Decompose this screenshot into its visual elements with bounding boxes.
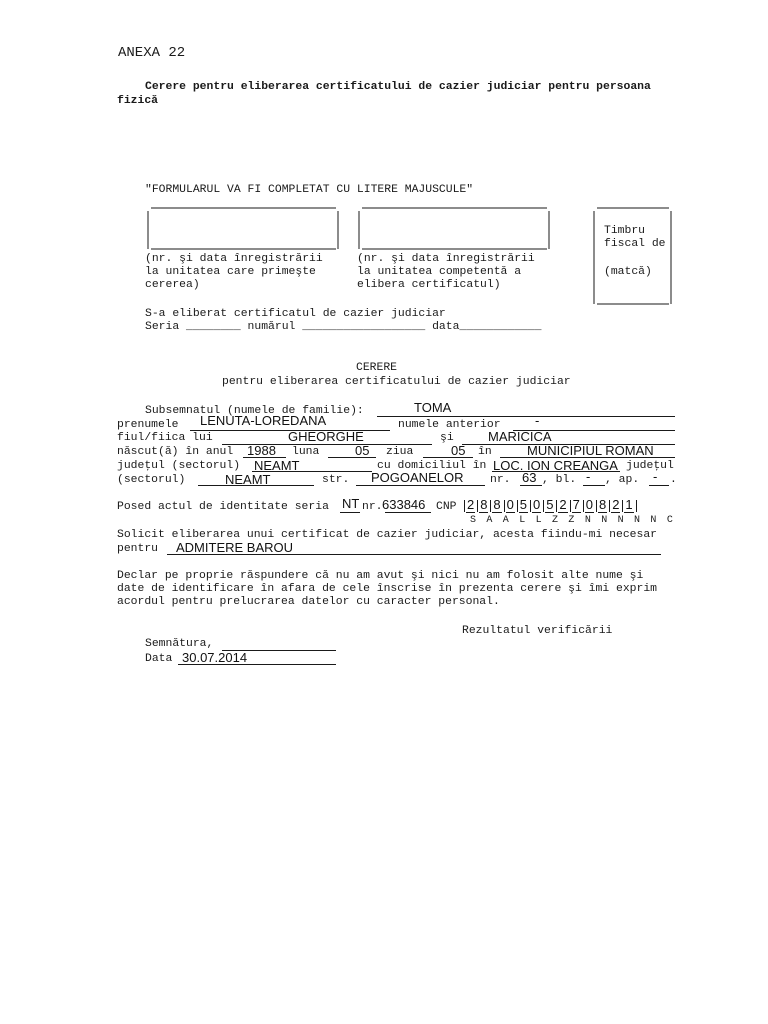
surname-label: Subsemnatul (numele de familie): [145,405,364,417]
cnp-box-divider [636,500,637,512]
request-line-1: Solicit eliberarea unui certificat de cazier judiciar, acesta fiindu-mi necesar [117,529,658,541]
cnp-digit[interactable]: 5 [546,497,554,512]
cnp-digit-underline [611,512,620,513]
street-underline [356,485,485,486]
cnp-digit[interactable]: 1 [625,497,633,512]
stamp-label-line-3: (matcă) [604,266,652,278]
and-label: şi [440,432,454,444]
cnp-box-divider [504,500,505,512]
cnp-box-divider [596,500,597,512]
street-number-label: nr. [490,474,511,486]
declaration-line-1: Declar pe proprie răspundere că nu am avut şi nici nu am folosit alte nume şi [117,570,644,582]
cnp-box-divider [622,500,623,512]
cnp-digit[interactable]: 2 [612,497,620,512]
cnp-box-divider [570,500,571,512]
box2-caption-line-1: (nr. şi data înregistrării [357,253,535,265]
date-value[interactable]: 30.07.2014 [182,650,248,665]
stamp-label-line-2: fiscal de [604,238,666,250]
block-underline [583,485,605,486]
document-title-line-1: Cerere pentru eliberarea certificatului de cazier judiciar pentru persoana [145,81,651,93]
previous-name-value[interactable]: - [535,413,540,428]
cnp-box-divider [464,500,465,512]
cnp-digit-underline [572,512,581,513]
birth-day-underline [423,457,473,458]
cnp-digit-underline [466,512,475,513]
cnp-box-divider [583,500,584,512]
declaration-line-3: acordul pentru prelucrarea datelor cu caracter personal. [117,596,500,608]
first-name-value[interactable]: LENUTA-LOREDANA [200,413,327,428]
id-number-value[interactable]: 633846 [382,497,426,512]
document-title-line-2: fizică [117,95,159,107]
cnp-box-divider [543,500,544,512]
surname-value[interactable]: TOMA [414,400,452,415]
birth-month-label: luna [292,446,320,458]
date-label: Data [145,653,173,665]
domicile-value[interactable]: LOC. ION CREANGA [493,458,618,473]
cnp-box-divider [530,500,531,512]
cnp-digit-underline [558,512,567,513]
cnp-box-divider [477,500,478,512]
box1-caption-line-3: cererea) [145,279,200,291]
apartment-underline [649,485,669,486]
request-subheading: pentru eliberarea certificatului de cazier judiciar [222,376,571,388]
box1-caption-line-2: la unitatea care primeşte [145,266,316,278]
stamp-label-line-1: Timbru [604,225,646,237]
cnp-digit-underline [585,512,594,513]
cnp-digit[interactable]: 8 [599,497,607,512]
cnp-digit-underline [532,512,541,513]
domicile-county-value[interactable]: NEAMT [225,472,271,487]
cnp-box-divider [609,500,610,512]
surname-underline [377,416,675,417]
sector-label: (sectorul) [117,474,186,486]
issued-statement: S-a eliberat certificatul de cazier judiciar [145,308,446,320]
birth-year-label: născut(ă) în anul [117,446,234,458]
street-line-end: . [670,474,677,486]
cnp-box-divider [490,500,491,512]
street-number-underline [520,485,542,486]
cnp-digit[interactable]: 2 [467,497,475,512]
first-name-label: prenumele [117,419,179,431]
mother-value[interactable]: MARICICA [488,429,552,444]
id-series-underline [340,512,360,513]
cnp-digit[interactable]: 2 [559,497,567,512]
purpose-value[interactable]: ADMITERE BAROU [176,540,294,555]
annex-label: ANEXA 22 [118,45,186,61]
signature-label: Semnătura, [145,638,214,650]
street-number-value[interactable]: 63 [522,470,537,485]
cnp-digit[interactable]: 0 [506,497,514,512]
cnp-digit-underline [506,512,515,513]
cnp-digit[interactable]: 0 [585,497,594,512]
birth-day-value[interactable]: 05 [451,443,466,458]
birth-place-value[interactable]: MUNICIPIUL ROMAN [527,443,654,458]
declaration-line-2: date de identificare în afara de cele înscrise în prezenta cerere şi îmi exprim [117,583,658,595]
domicile-county-label: judeţul [626,460,674,472]
parents-label: fiul/fiica lui [117,432,213,444]
id-series-label: Posed actul de identitate seria [117,501,329,513]
purpose-label: pentru [117,543,159,555]
cnp-digit[interactable]: 7 [572,497,580,512]
birth-month-value[interactable]: 05 [355,443,370,458]
request-heading: CERERE [356,362,398,374]
cnp-digit-underline [479,512,488,513]
cnp-digit[interactable]: 0 [533,497,541,512]
series-number-date-line: Seria ________ numărul __________________ data____________ [145,321,542,333]
cnp-label: CNP [436,501,457,513]
cnp-digit-boxes[interactable] [464,496,684,516]
birth-county-value[interactable]: NEAMT [254,458,300,473]
apartment-value[interactable]: - [653,469,658,484]
cnp-digit[interactable]: 8 [493,497,501,512]
cnp-box-divider [556,500,557,512]
id-number-label: nr. [362,501,383,513]
cnp-digit-underline [545,512,554,513]
id-number-underline [385,512,431,513]
box2-caption-line-2: la unitatea competentă a [357,266,522,278]
cnp-digit[interactable]: 5 [519,497,528,512]
apartment-label: , ap. [605,474,640,486]
cnp-box-divider [517,500,518,512]
cnp-digit-underline [624,512,633,513]
id-series-value[interactable]: NT [342,496,360,511]
cnp-digit-underline [598,512,607,513]
birth-county-label: judeţul (sectorul) [117,460,241,472]
capitals-instruction: "FORMULARUL VA FI COMPLETAT CU LITERE MAJUSCULE" [145,184,474,196]
street-label: str. [322,474,350,486]
box1-caption-line-1: (nr. şi data înregistrării [145,253,323,265]
previous-name-label: numele anterior [398,419,501,431]
verification-result-label: Rezultatul verificării [462,625,613,637]
birth-place-label: în [478,446,492,458]
box2-caption-line-3: elibera certificatul) [357,279,501,291]
birth-year-value[interactable]: 1988 [247,443,276,458]
block-label: , bl. [542,474,577,486]
domicile-label: cu domiciliul în [377,460,487,472]
block-value[interactable]: - [586,469,591,484]
father-value[interactable]: GHEORGHE [288,429,364,444]
street-value[interactable]: POGOANELOR [371,470,464,485]
cnp-digit[interactable]: 8 [480,497,488,512]
cnp-digit-underline [519,512,528,513]
cnp-legend: S A A L L Z Z N N N N N C [470,515,676,526]
cnp-digit-underline [492,512,501,513]
birth-day-label: ziua [386,446,414,458]
